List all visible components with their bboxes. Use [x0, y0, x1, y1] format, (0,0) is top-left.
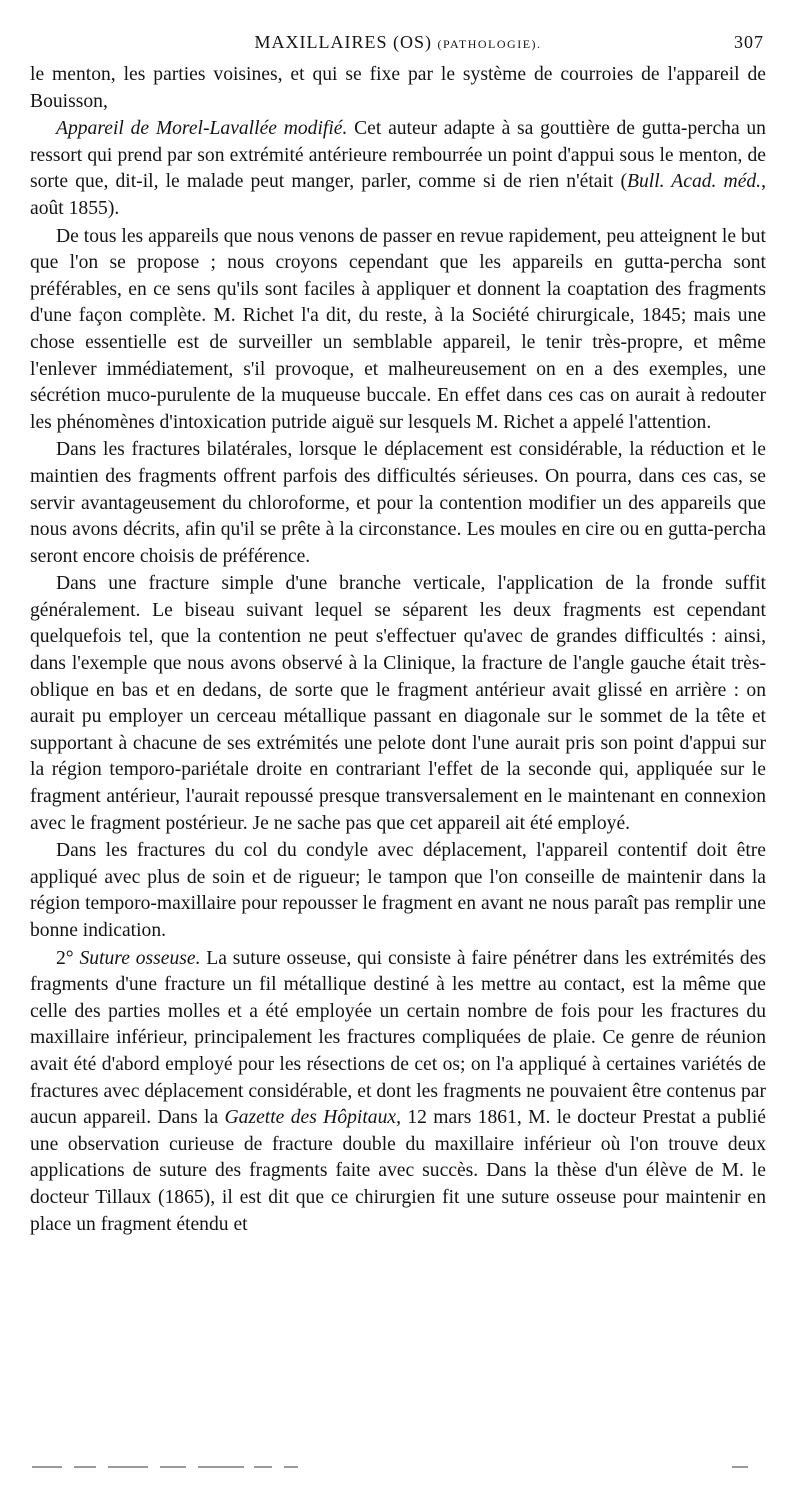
text-run: 12 mars 1861, M. le docteur Prestat a publié une observation curieuse de fracture double du maxillaire inférieur où l'on trouve deux applications de suture des fragments faite avec succès. Dans la thèse d'un élève de M. le docteur Tillaux (1865), il est dit que ce chirurgien fit une suture osseuse pour maintenir en place un fragment étendu et — [30, 1107, 766, 1235]
header-subtitle: (PATHOLOGIE). — [437, 37, 542, 51]
italic-run: Bull. Acad. méd. — [626, 171, 762, 193]
text-run: Dans une fracture simple d'une branche verticale, l'application de la fronde suffit généralement. Le biseau suivant lequel se séparent les deux fragments est cependant quelquefois tel, que la contention ne peut s'effectuer qu'avec de grandes difficultés : ainsi, dans l'exemple que nous avons observé à la Clinique, la fracture de l'angle gauche était très-oblique en bas et en dedans, de sorte que le fragment antérieur avait glissé en arrière : on aurait pu employer un cerceau métallique passant en diagonale sur le sommet de la tête et supportant à chacune de ses extrémités une pelote dont l'une aurait pris son point d'appui sur la région temporo-pariétale droite en contrariant l'effet de la seconde qui, appliquée sur le fragment antérieur, l'aurait repoussé presque transversalement en le maintenant en connexion avec le fragment postérieur. Je ne sache pas que cet appareil ait été employé. — [30, 573, 766, 834]
text-run: La suture osseuse, qui consiste à faire pénétrer dans les extrémités des fragments d'une fracture un fil métallique destiné à les mettre au contact, est la même que celle des parties molles et a été employée un certain nombre de fois pour les fractures du maxillaire inférieur, principalement les fractures compliquées de plaie. Ce genre de réunion avait été d'abord employé pour les résections de cet os; on l'a appliqué à certaines variétés de fractures avec déplacement considérable, et dont les fragments ne pouvaient être contenus par aucun appareil. Dans la — [30, 947, 766, 1129]
running-header — [30, 28, 766, 62]
text-run: le menton, les parties voisines, et qui se fixe par le système de courroies de l'appareil de Bouisson, — [30, 64, 766, 112]
text-run: Dans les fractures du col du condyle avec déplacement, l'appareil contentif doit être appliqué avec plus de soin et de rigueur; le tampon que l'on conseille de maintenir dans la région temporo-maxillaire pour repousser le fragment en avant ne nous paraît pas remplir une bonne indication. — [30, 840, 766, 941]
body-text — [30, 62, 766, 1238]
paragraph — [30, 838, 766, 944]
paragraph — [30, 62, 766, 115]
italic-run: Appareil de Morel-Lavallée modifié. — [56, 118, 348, 140]
paragraph — [30, 571, 766, 837]
paragraph — [30, 437, 766, 570]
text-run: 2° — [56, 947, 80, 969]
text-run: De tous les appareils que nous venons de passer en revue rapidement, peu atteignent le but que l'on se propose ; nous croyons cependant que les appareils en gutta-percha sont préférables, en ce sens qu'ils sont faciles à appliquer et donnent la coaptation des fragments d'une façon complète. M. Richet l'a dit, du reste, à la Société chirurgicale, 1845; mais une chose essentielle est de surveiller un semblable appareil, le tenir très-propre, et même l'enlever immédiatement, s'il provoque, et malheureusement on en a des exemples, une sécrétion muco-purulente de la muqueuse buccale. En effet dans ces cas on aurait à redouter les phénomènes d'intoxication putride aiguë sur lesquels M. Richet a appelé l'attention. — [30, 225, 766, 433]
paragraph — [30, 946, 766, 1239]
italic-run: Gazette des Hôpitaux, — [224, 1107, 401, 1129]
text-run: Dans les fractures bilatérales, lorsque le déplacement est considérable, la réduction et le maintien des fragments offrent parfois des difficultés sérieuses. On pourra, dans ces cas, se servir avantageusement du chloroforme, et pour la contention modifier un des appareils que nous avons décrits, afin qu'il se prête à la circonstance. Les moules en cire ou en gutta-percha seront encore choisis de préférence. — [30, 439, 766, 567]
paragraph — [30, 116, 766, 222]
footer-scan-noise — [32, 1466, 768, 1470]
text-run: Cet auteur adapte à sa gouttière de gutta-percha un ressort qui prend par son extrémité antérieure rembourrée un point d'appui sous le menton, de sorte que, dit-il, le malade peut manger, parler, comme si de rien n'était ( — [30, 118, 766, 193]
header-title: MAXILLAIRES (OS) — [254, 32, 432, 52]
text-run: , août 1855). — [30, 171, 766, 219]
page-number: 307 — [734, 32, 764, 52]
italic-run: Suture osseuse. — [79, 947, 201, 969]
paragraph — [30, 224, 766, 437]
header-title-line — [30, 32, 766, 53]
page — [30, 28, 766, 1238]
